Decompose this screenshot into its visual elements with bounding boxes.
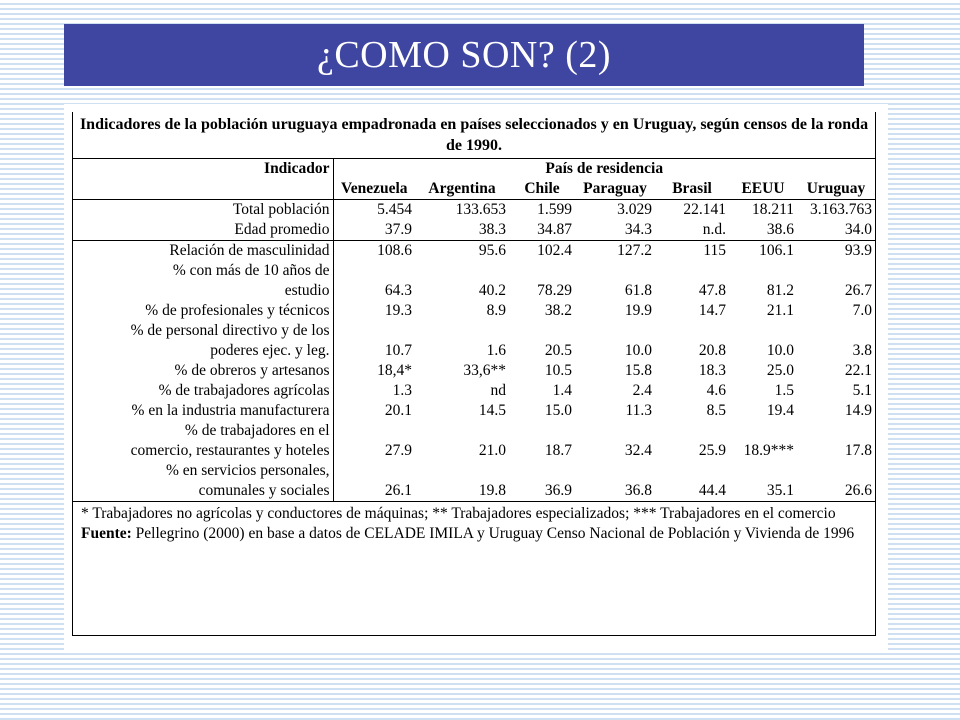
table-caption: Indicadores de la población uruguaya empadronada en países seleccionados y en Uruguay, según censos de la ronda de 1990. bbox=[73, 112, 875, 159]
cell-value: n.d. bbox=[702, 221, 726, 238]
indicator-header: Indicador bbox=[73, 159, 333, 180]
cell-value: 14.5 bbox=[478, 402, 506, 419]
cell-value: 22.1 bbox=[844, 362, 872, 379]
cell-value bbox=[655, 421, 729, 441]
row-label: Total población bbox=[73, 200, 333, 221]
cell-value: 37.9 bbox=[384, 221, 412, 238]
cell-value bbox=[655, 321, 729, 341]
cell-value: 5.1 bbox=[852, 382, 872, 399]
cell-value bbox=[509, 321, 575, 341]
cell-value bbox=[797, 461, 875, 481]
cell-value: 1.599 bbox=[537, 201, 572, 218]
cell-value bbox=[333, 261, 415, 281]
column-header-argentina: Argentina bbox=[428, 180, 496, 197]
footnote: * Trabajadores no agrícolas y conductores de máquinas; ** Trabajadores especializados; *** Trabajadores en el comercio bbox=[81, 505, 836, 522]
cell-value: 106.1 bbox=[759, 242, 794, 259]
cell-value: 1.5 bbox=[774, 382, 794, 399]
cell-value: 127.2 bbox=[617, 242, 652, 259]
slide-title: ¿COMO SON? (2) bbox=[64, 24, 864, 86]
cell-value bbox=[797, 421, 875, 441]
table-row bbox=[73, 481, 875, 502]
cell-value: 26.1 bbox=[384, 482, 412, 499]
cell-value: 8.5 bbox=[706, 402, 726, 419]
row-label: estudio bbox=[73, 281, 333, 301]
cell-value: 34.3 bbox=[624, 221, 652, 238]
cell-value: 38.6 bbox=[766, 221, 794, 238]
cell-value bbox=[415, 461, 509, 481]
cell-value bbox=[415, 321, 509, 341]
column-header-uruguay: Uruguay bbox=[806, 180, 866, 197]
cell-value: 81.2 bbox=[766, 282, 794, 299]
cell-value: 78.29 bbox=[537, 282, 572, 299]
row-label: % en la industria manufacturera bbox=[73, 401, 333, 421]
cell-value: 25.9 bbox=[698, 442, 726, 459]
cell-value: 10.7 bbox=[384, 342, 412, 359]
cell-value: 47.8 bbox=[698, 282, 726, 299]
cell-value bbox=[509, 461, 575, 481]
cell-value bbox=[729, 421, 797, 441]
cell-value: 102.4 bbox=[537, 242, 572, 259]
row-label: comercio, restaurantes y hoteles bbox=[73, 441, 333, 461]
cell-value bbox=[509, 421, 575, 441]
cell-value bbox=[415, 421, 509, 441]
cell-value: 20.1 bbox=[384, 402, 412, 419]
cell-value bbox=[333, 421, 415, 441]
table-row bbox=[73, 261, 875, 281]
table-row bbox=[73, 281, 875, 301]
cell-value bbox=[797, 261, 875, 281]
source-note bbox=[81, 524, 871, 544]
cell-value bbox=[575, 261, 655, 281]
row-label: % de trabajadores agrícolas bbox=[73, 381, 333, 401]
cell-value: 21.0 bbox=[478, 442, 506, 459]
table-frame bbox=[72, 112, 876, 636]
cell-value: 64.3 bbox=[384, 282, 412, 299]
cell-value: 19.3 bbox=[384, 302, 412, 319]
cell-value: 10.0 bbox=[624, 342, 652, 359]
cell-value: 10.5 bbox=[544, 362, 572, 379]
cell-value: 19.8 bbox=[478, 482, 506, 499]
cell-value: 27.9 bbox=[384, 442, 412, 459]
cell-value: 22.141 bbox=[683, 201, 726, 218]
cell-value: 33,6** bbox=[463, 362, 506, 379]
cell-value bbox=[333, 321, 415, 341]
cell-value: 18.211 bbox=[751, 201, 794, 218]
cell-value bbox=[797, 321, 875, 341]
cell-value: 34.0 bbox=[844, 221, 872, 238]
cell-value: 133.653 bbox=[455, 201, 506, 218]
row-label: % de obreros y artesanos bbox=[73, 361, 333, 381]
cell-value: 3.163.763 bbox=[810, 201, 872, 218]
cell-value: 5.454 bbox=[377, 201, 412, 218]
table-row bbox=[73, 441, 875, 461]
cell-value bbox=[415, 261, 509, 281]
cell-value: 25.0 bbox=[766, 362, 794, 379]
cell-value: 15.0 bbox=[544, 402, 572, 419]
row-label: poderes ejec. y leg. bbox=[73, 341, 333, 361]
cell-value bbox=[729, 261, 797, 281]
cell-value: 18,4* bbox=[377, 362, 412, 379]
table-row bbox=[73, 401, 875, 421]
cell-value: 32.4 bbox=[624, 442, 652, 459]
cell-value bbox=[729, 461, 797, 481]
cell-value bbox=[729, 321, 797, 341]
column-header-eeuu: EEUU bbox=[741, 180, 785, 197]
cell-value bbox=[655, 461, 729, 481]
row-label: Relación de masculinidad bbox=[73, 241, 333, 262]
cell-value: 93.9 bbox=[844, 242, 872, 259]
column-header-brasil: Brasil bbox=[672, 180, 712, 197]
row-label: % de personal directivo y de los bbox=[73, 321, 333, 341]
table-row bbox=[73, 381, 875, 401]
table-row bbox=[73, 421, 875, 441]
cell-value: 44.4 bbox=[698, 482, 726, 499]
column-header-venezuela: Venezuela bbox=[340, 180, 408, 197]
cell-value bbox=[509, 261, 575, 281]
cell-value: 3.8 bbox=[852, 342, 872, 359]
cell-value bbox=[333, 461, 415, 481]
source-text: Pellegrino (2000) en base a datos de CELADE IMILA y Uruguay Censo Nacional de Población y Vivienda de 1996 bbox=[131, 525, 855, 542]
row-label: % en servicios personales, bbox=[73, 461, 333, 481]
table-row bbox=[73, 321, 875, 341]
cell-value: 38.2 bbox=[544, 302, 572, 319]
cell-value: 17.8 bbox=[844, 442, 872, 459]
row-label: % de profesionales y técnicos bbox=[73, 301, 333, 321]
cell-value: nd bbox=[490, 382, 506, 399]
cell-value: 18.3 bbox=[698, 362, 726, 379]
table-panel bbox=[64, 104, 888, 652]
table-row bbox=[73, 241, 875, 262]
column-header-paraguay: Paraguay bbox=[583, 180, 647, 197]
indicators-table bbox=[73, 112, 875, 502]
table-row bbox=[73, 200, 875, 221]
cell-value: 1.3 bbox=[392, 382, 412, 399]
cell-value: 8.9 bbox=[486, 302, 506, 319]
cell-value: 61.8 bbox=[624, 282, 652, 299]
cell-value: 20.5 bbox=[544, 342, 572, 359]
column-header-chile: Chile bbox=[524, 180, 560, 197]
table-row bbox=[73, 220, 875, 241]
table-row bbox=[73, 361, 875, 381]
country-group-header: País de residencia bbox=[545, 160, 664, 177]
cell-value bbox=[655, 261, 729, 281]
cell-value: 108.6 bbox=[377, 242, 412, 259]
cell-value bbox=[575, 461, 655, 481]
cell-value: 38.3 bbox=[478, 221, 506, 238]
row-label: comunales y sociales bbox=[73, 481, 333, 502]
cell-value: 18.7 bbox=[544, 442, 572, 459]
cell-value: 20.8 bbox=[698, 342, 726, 359]
cell-value: 15.8 bbox=[624, 362, 652, 379]
row-label: Edad promedio bbox=[73, 220, 333, 241]
cell-value bbox=[575, 321, 655, 341]
cell-value: 21.1 bbox=[766, 302, 794, 319]
cell-value: 115 bbox=[703, 242, 726, 259]
cell-value: 95.6 bbox=[478, 242, 506, 259]
table-notes bbox=[81, 504, 871, 544]
row-label: % de trabajadores en el bbox=[73, 421, 333, 441]
cell-value: 26.6 bbox=[844, 482, 872, 499]
table-row bbox=[73, 341, 875, 361]
cell-value: 36.8 bbox=[624, 482, 652, 499]
cell-value: 35.1 bbox=[766, 482, 794, 499]
cell-value: 10.0 bbox=[766, 342, 794, 359]
cell-value: 18.9*** bbox=[743, 442, 794, 459]
cell-value: 19.9 bbox=[624, 302, 652, 319]
cell-value: 3.029 bbox=[617, 201, 652, 218]
cell-value: 40.2 bbox=[478, 282, 506, 299]
cell-value: 14.9 bbox=[844, 402, 872, 419]
cell-value: 34.87 bbox=[537, 221, 572, 238]
cell-value bbox=[575, 421, 655, 441]
row-label: % con más de 10 años de bbox=[73, 261, 333, 281]
cell-value: 26.7 bbox=[844, 282, 872, 299]
cell-value: 11.3 bbox=[625, 402, 652, 419]
cell-value: 7.0 bbox=[852, 302, 872, 319]
table-row bbox=[73, 461, 875, 481]
cell-value: 4.6 bbox=[706, 382, 726, 399]
cell-value: 1.6 bbox=[486, 342, 506, 359]
cell-value: 36.9 bbox=[544, 482, 572, 499]
cell-value: 1.4 bbox=[552, 382, 572, 399]
indicator-header-spacer bbox=[73, 179, 333, 200]
cell-value: 14.7 bbox=[698, 302, 726, 319]
table-row bbox=[73, 301, 875, 321]
source-label: Fuente: bbox=[81, 525, 132, 542]
cell-value: 19.4 bbox=[766, 402, 794, 419]
cell-value: 2.4 bbox=[632, 382, 652, 399]
